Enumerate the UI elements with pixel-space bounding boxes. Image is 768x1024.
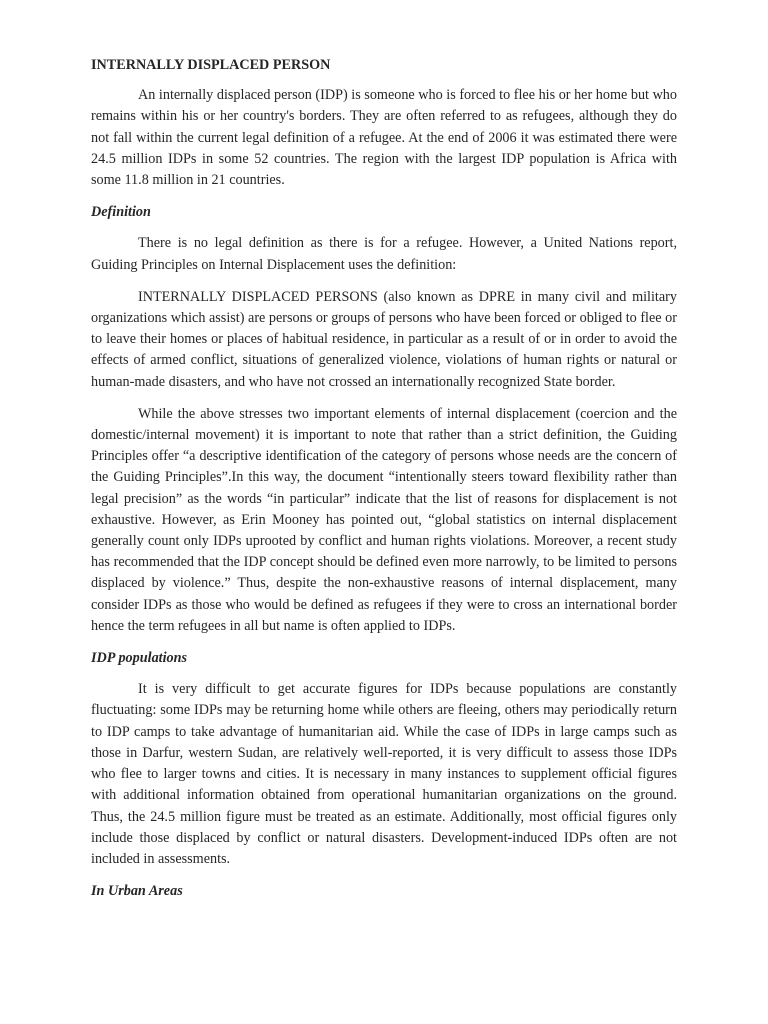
section-heading-idp-populations: IDP populations <box>91 650 188 667</box>
document-body <box>91 55 677 912</box>
section-heading-definition: Definition <box>91 204 151 221</box>
document-title: INTERNALLY DISPLACED PERSON <box>91 57 331 73</box>
section-heading-in-urban-areas: In Urban Areas <box>91 883 183 900</box>
idp-populations-paragraph: It is very difficult to get accurate figures for IDPs because populations are constantly fluctuating: some IDPs may be returning home while others are fleeing, others may periodically return to IDP camps to take advantage of humanitarian aid. While the case of IDPs in large camps such as those in Darfur, western Sudan, are relatively well-reported, it is very difficult to assess those IDPs who flee to larger towns and cities. It is necessary in many instances to supplement official figures with additional information obtained from operational humanitarian organizations on the ground. Thus, the 24.5 million figure must be treated as an estimate. Additionally, most official figures only include those displaced by conflict or natural disasters. Development-induced IDPs often are not included in assessments. <box>91 681 677 867</box>
definition-paragraph-1: There is no legal definition as there is for a refugee. However, a United Nations report, Guiding Principles on Internal Displacement uses the definition: <box>91 235 677 273</box>
definition-paragraph-2: INTERNALLY DISPLACED PERSONS (also known as DPRE in many civil and military organizations which assist) are persons or groups of persons who have been forced or obliged to flee or to leave their homes or places of habitual residence, in particular as a result of or in order to avoid the effects of armed conflict, situations of generalized violence, violations of human rights or natural or human-made disasters, and who have not crossed an internationally recognized State border. <box>91 288 677 390</box>
intro-paragraph: An internally displaced person (IDP) is someone who is forced to flee his or her home but who remains within his or her country's borders. They are often referred to as refugees, although they do not fall within the current legal definition of a refugee. At the end of 2006 it was estimated there were 24.5 million IDPs in some 52 countries. The region with the largest IDP population is Africa with some 11.8 million in 21 countries. <box>91 87 677 189</box>
definition-paragraph-3: While the above stresses two important elements of internal displacement (coercion and the domestic/internal movement) it is important to note that rather than a strict definition, the Guiding Principles offer “a descriptive identification of the category of persons whose needs are the concern of the Guiding Principles”.In this way, the document “intentionally steers toward flexibility rather than legal precision” as the words “in particular” indicate that the list of reasons for displacement is not exhaustive. However, as Erin Mooney has pointed out, “global statistics on internal displacement generally count only IDPs uprooted by conflict and human rights violations. Moreover, a recent study has recommended that the IDP concept should be defined even more narrowly, to be limited to persons displaced by violence.” Thus, despite the non-exhaustive reasons of internal displacement, many consider IDPs as those who would be defined as refugees if they were to cross an international border hence the term refugees in all but name is often applied to IDPs. <box>91 405 677 634</box>
